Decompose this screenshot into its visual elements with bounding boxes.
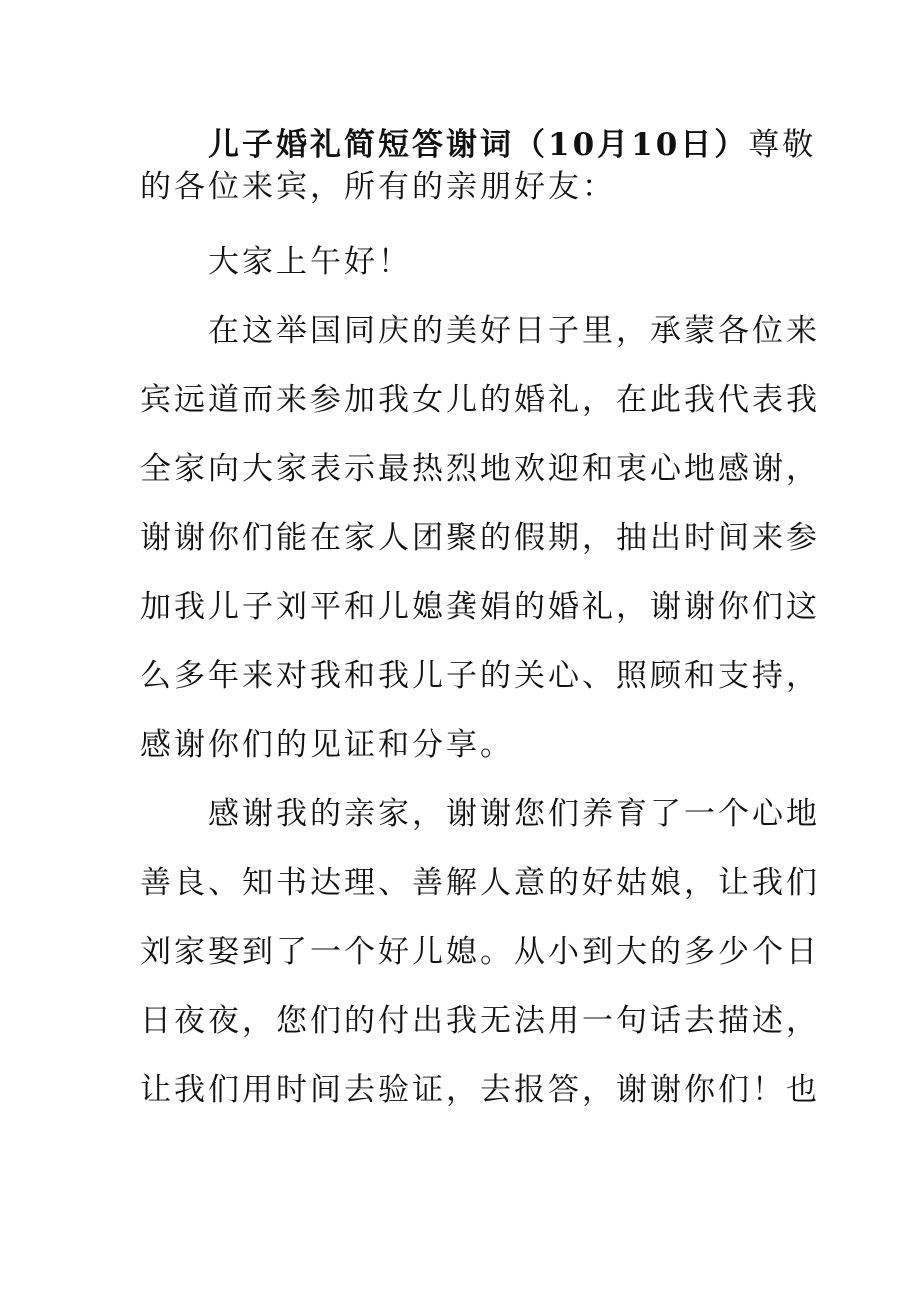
paragraph-1-line-3: 全家向大家表示最热烈地欢迎和衷心地感谢， xyxy=(140,451,820,487)
paragraph-1-line-2: 宾远道而来参加我女儿的婚礼，在此我代表我 xyxy=(140,382,820,418)
title-line-1 xyxy=(140,124,817,166)
paragraph-1-line-7: 感谢你们的见证和分享。 xyxy=(140,727,514,763)
paragraph-2-line-1: 感谢我的亲家，谢谢您们养育了一个心地 xyxy=(208,796,820,832)
title-heading: 儿子婚礼简短答谢词（10月10日） xyxy=(208,127,749,163)
document-title xyxy=(140,124,817,208)
paragraph-2-line-4: 日夜夜，您们的付出我无法用一句话去描述， xyxy=(140,1003,820,1039)
paragraph-1-line-5: 加我儿子刘平和儿媳龚娟的婚礼，谢谢你们这 xyxy=(140,589,820,625)
greeting-line: 大家上午好！ xyxy=(208,244,412,280)
document-body xyxy=(140,228,820,1125)
paragraph-2-line-2: 善良、知书达理、善解人意的好姑娘，让我们 xyxy=(140,865,820,901)
paragraph-1-line-1: 在这举国同庆的美好日子里，承蒙各位来 xyxy=(208,313,820,349)
paragraph-2-line-5: 让我们用时间去验证，去报答，谢谢你们！也 xyxy=(140,1072,820,1108)
paragraph-1-line-4: 谢谢你们能在家人团聚的假期，抽出时间来参 xyxy=(140,520,820,556)
title-line-2: 的各位来宾，所有的亲朋好友： xyxy=(140,169,616,205)
title-greeting-start: 尊敬 xyxy=(748,127,817,163)
paragraph-1-line-6: 么多年来对我和我儿子的关心、照顾和支持， xyxy=(140,658,820,694)
paragraph-2-line-3: 刘家娶到了一个好儿媳。从小到大的多少个日 xyxy=(140,934,820,970)
